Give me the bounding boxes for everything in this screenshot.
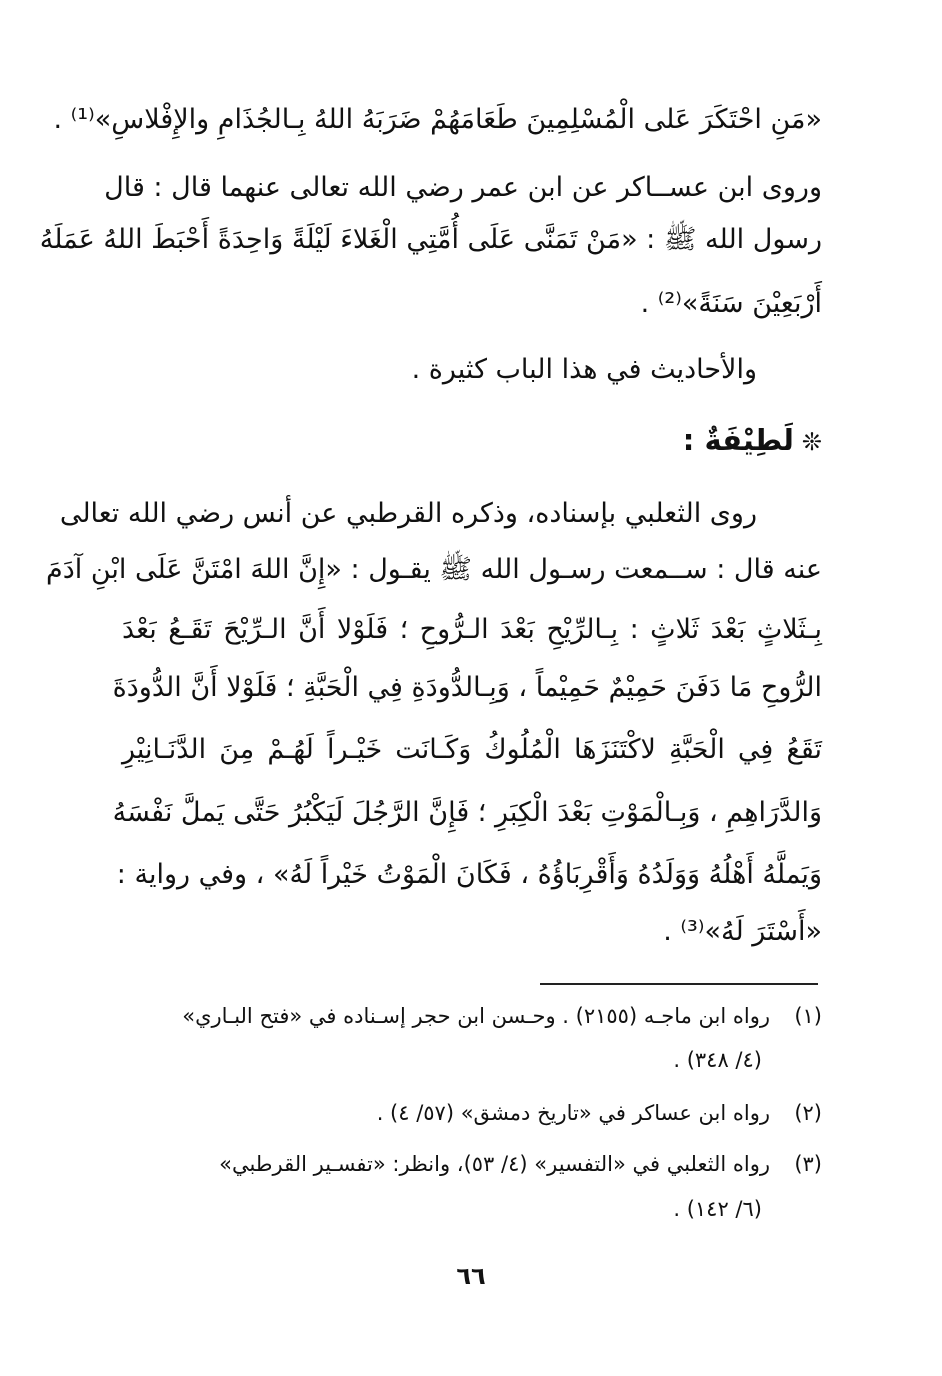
- footnote-separator: [540, 983, 818, 985]
- text-line: بِـثَلاثٍ بَعْدَ ثَلاثٍ : بِـالرِّيْحِ بَعْدَ الـرُّوحِ ؛ فَلَوْلا أَنَّ الـرِّيْحَ تَقَـعُ بَعْدَ: [122, 614, 822, 645]
- footnote: [122, 1097, 822, 1129]
- footnote-continuation: (٦/ ١٤٢) .: [673, 1197, 762, 1221]
- footnote-number: (٣): [794, 1152, 822, 1176]
- section-heading-text: لَطِيْفَةٌ :: [682, 423, 794, 457]
- text-line: «أَسْتَرَ لَهُ»⁽³⁾ .: [663, 916, 822, 947]
- footnote-text: رواه الثعلبي في «التفسير» (٤/ ٥٣)، وانظر: «تفسـير القرطبي»: [219, 1152, 770, 1176]
- footnote-number: (١): [794, 1004, 822, 1028]
- text-line: تَقَعُ فِي الْحَبَّةِ لاكْتَنَزَهَا الْمُلُوكُ وَكَـانَت خَيْـراً لَهُـمْ مِنَ الدَّنَـانِيْرِ: [122, 734, 822, 765]
- text-line: أَرْبَعِيْنَ سَنَةً»⁽²⁾ .: [640, 288, 822, 319]
- footnote: [122, 1148, 822, 1180]
- text-line: وَيَملَّهُ أَهْلُهُ وَوَلَدُهُ وَأَقْرِبَاؤُهُ ، فَكَانَ الْمَوْتُ خَيْراً لَهُ» ، وفي رواية :: [116, 859, 822, 890]
- footnote: [122, 1000, 822, 1032]
- text-line: الرُّوحِ مَا دَفَنَ حَمِيْمٌ حَمِيْماً ، وَبِـالدُّودَةِ فِي الْحَبَّةِ ؛ فَلَوْلا أَنَّ الدُّودَةَ: [112, 672, 822, 703]
- text-line: وَالدَّرَاهِمِ ، وَبِـالْمَوْتِ بَعْدَ الْكِبَرِ ؛ فَإِنَّ الرَّجُلَ لَيَكْبُرُ حَتَّى يَملَّ نَفْسَهُ: [112, 797, 822, 828]
- text-line: روى الثعلبي بإسناده، وذكره القرطبي عن أنس رضي الله تعالى: [59, 498, 757, 529]
- footnote-number: (٢): [794, 1101, 822, 1125]
- footnote-text: رواه ابن عساكر في «تاريخ دمشق» (٥٧/ ٤) .: [376, 1101, 770, 1125]
- footnote-continuation: (٤/ ٣٤٨) .: [673, 1048, 762, 1072]
- text-line: وروى ابن عســاكر عن ابن عمر رضي الله تعالى عنهما قال : قال: [104, 172, 822, 203]
- text-line: عنه قال : ســمعت رسـول الله ﷺ يقـول : «إِنَّ اللهَ امْتَنَّ عَلَى ابْنِ آدَمَ: [46, 554, 822, 585]
- page-number: ٦٦: [456, 1262, 486, 1290]
- section-heading: [122, 420, 822, 462]
- star-icon: ❊: [801, 428, 822, 456]
- text-line: رسول الله ﷺ : «مَنْ تَمَنَّى عَلَى أُمَّتِي الْغَلاءَ لَيْلَةً وَاحِدَةً أَحْبَطَ اللهُ عَمَلَهُ: [39, 224, 822, 255]
- text-line: «مَنِ احْتَكَرَ عَلى الْمُسْلِمِينَ طَعَامَهُمْ ضَرَبَهُ اللهُ بِـالجُذَامِ والإِفْلاسِ»⁽¹⁾ .: [53, 104, 822, 135]
- footnote-text: رواه ابن ماجـه (٢١٥٥) . وحـسن ابن حجر إسـناده في «فتح البـاري»: [182, 1004, 770, 1028]
- text-line: والأحاديث في هذا الباب كثيرة .: [411, 354, 757, 385]
